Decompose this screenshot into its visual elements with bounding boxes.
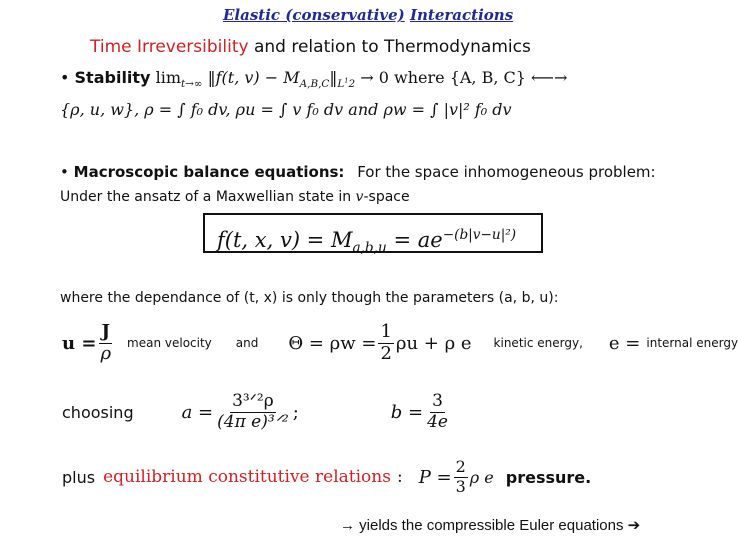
arrow-zero-where: → 0 where {A, B, C} ⟵→ xyxy=(360,68,568,87)
ansatz-line: Under the ansatz of a Maxwellian state in v-space xyxy=(60,189,410,205)
b-lhs: b = xyxy=(390,401,424,423)
p-lhs: P = xyxy=(418,466,452,488)
plus-prefix: plus xyxy=(62,467,96,487)
stability-line-1 xyxy=(60,68,567,90)
theta-lhs: Θ = ρw = xyxy=(288,332,377,354)
header-title-left: Elastic (conservative) xyxy=(223,6,405,24)
u-lhs: u = xyxy=(62,332,97,354)
section-title-rest: and relation to Thermodynamics xyxy=(253,37,531,57)
stability-line-2: {ρ, u, w}, ρ = ∫ f₀ dv, ρu = ∫ v f₀ dv and ρw = ∫ |v|² f₀ dv xyxy=(60,100,512,119)
plus-line: plus equilibrium constitutive relations : P = $\frac{2}{3}$ ρ e pressure. xyxy=(62,457,592,496)
right-arrow-icon: ➔ xyxy=(627,517,641,534)
dependance-line: where the dependance of (t, x) is only though the parameters (a, b, u): xyxy=(60,290,559,306)
theta-fraction: $\frac{1}{2}$ xyxy=(380,320,392,364)
kinetic-energy-label: kinetic energy, xyxy=(493,336,583,350)
choosing-label: choosing xyxy=(62,402,134,422)
header-title-right: Interactions xyxy=(410,6,514,24)
footer-line xyxy=(340,516,640,534)
l-norm: L12 xyxy=(337,76,356,91)
p-fraction: $\frac{2}{3}$ xyxy=(455,457,466,496)
norm-expression: ‖f(t, v) − M xyxy=(207,68,300,87)
macroscopic-label: Macroscopic balance equations: xyxy=(73,163,345,181)
u-fraction: $\frac{J}{\rho}$ xyxy=(100,320,112,364)
section-title-red: Time Irreversibility xyxy=(90,37,249,57)
internal-energy-label: internal energy xyxy=(646,336,738,350)
stability-label: Stability xyxy=(74,68,151,87)
theta-rest: ρu + ρ e xyxy=(395,332,472,354)
maxwellian-box: f(t, x, $v) = M_{a,b,u} = ae^{-(b|v-u|^2)}$ xyxy=(203,213,543,253)
e-eq: e = xyxy=(608,332,641,354)
bullet-icon: • xyxy=(60,68,70,87)
mean-velocity-label: mean velocity xyxy=(127,336,212,350)
maxwellian-subscript: A,B,C xyxy=(299,78,330,91)
a-lhs: a = xyxy=(181,401,214,423)
macroscopic-desc: For the space inhomogeneous problem: xyxy=(357,163,656,181)
a-fraction: $\frac{\text{3³ᐟ²ρ}}{\text{(4π e)³ᐟ²}}$ xyxy=(217,390,289,432)
lim-operator: lim xyxy=(155,68,181,87)
choosing-line: choosing a = $\frac{\text{3³ᐟ²ρ}}{\text{(4π e)³ᐟ²}}$ ; b = $\frac{3}{4e}$ xyxy=(62,390,448,432)
and-label: and xyxy=(235,336,259,350)
macroscopic-heading: • Macroscopic balance equations: For the space inhomogeneous problem: xyxy=(60,163,656,181)
section-title xyxy=(90,37,531,57)
pressure-label: pressure. xyxy=(505,467,592,487)
definitions-line xyxy=(62,318,738,368)
lim-subscript: t→∞ xyxy=(180,78,203,91)
b-fraction: $\frac{3}{4e}$ xyxy=(427,390,448,432)
norm-close: ‖ xyxy=(329,68,338,87)
equilibrium-relations: equilibrium constitutive relations xyxy=(103,467,391,487)
footer-text: → yields the compressible Euler equations xyxy=(340,517,624,534)
